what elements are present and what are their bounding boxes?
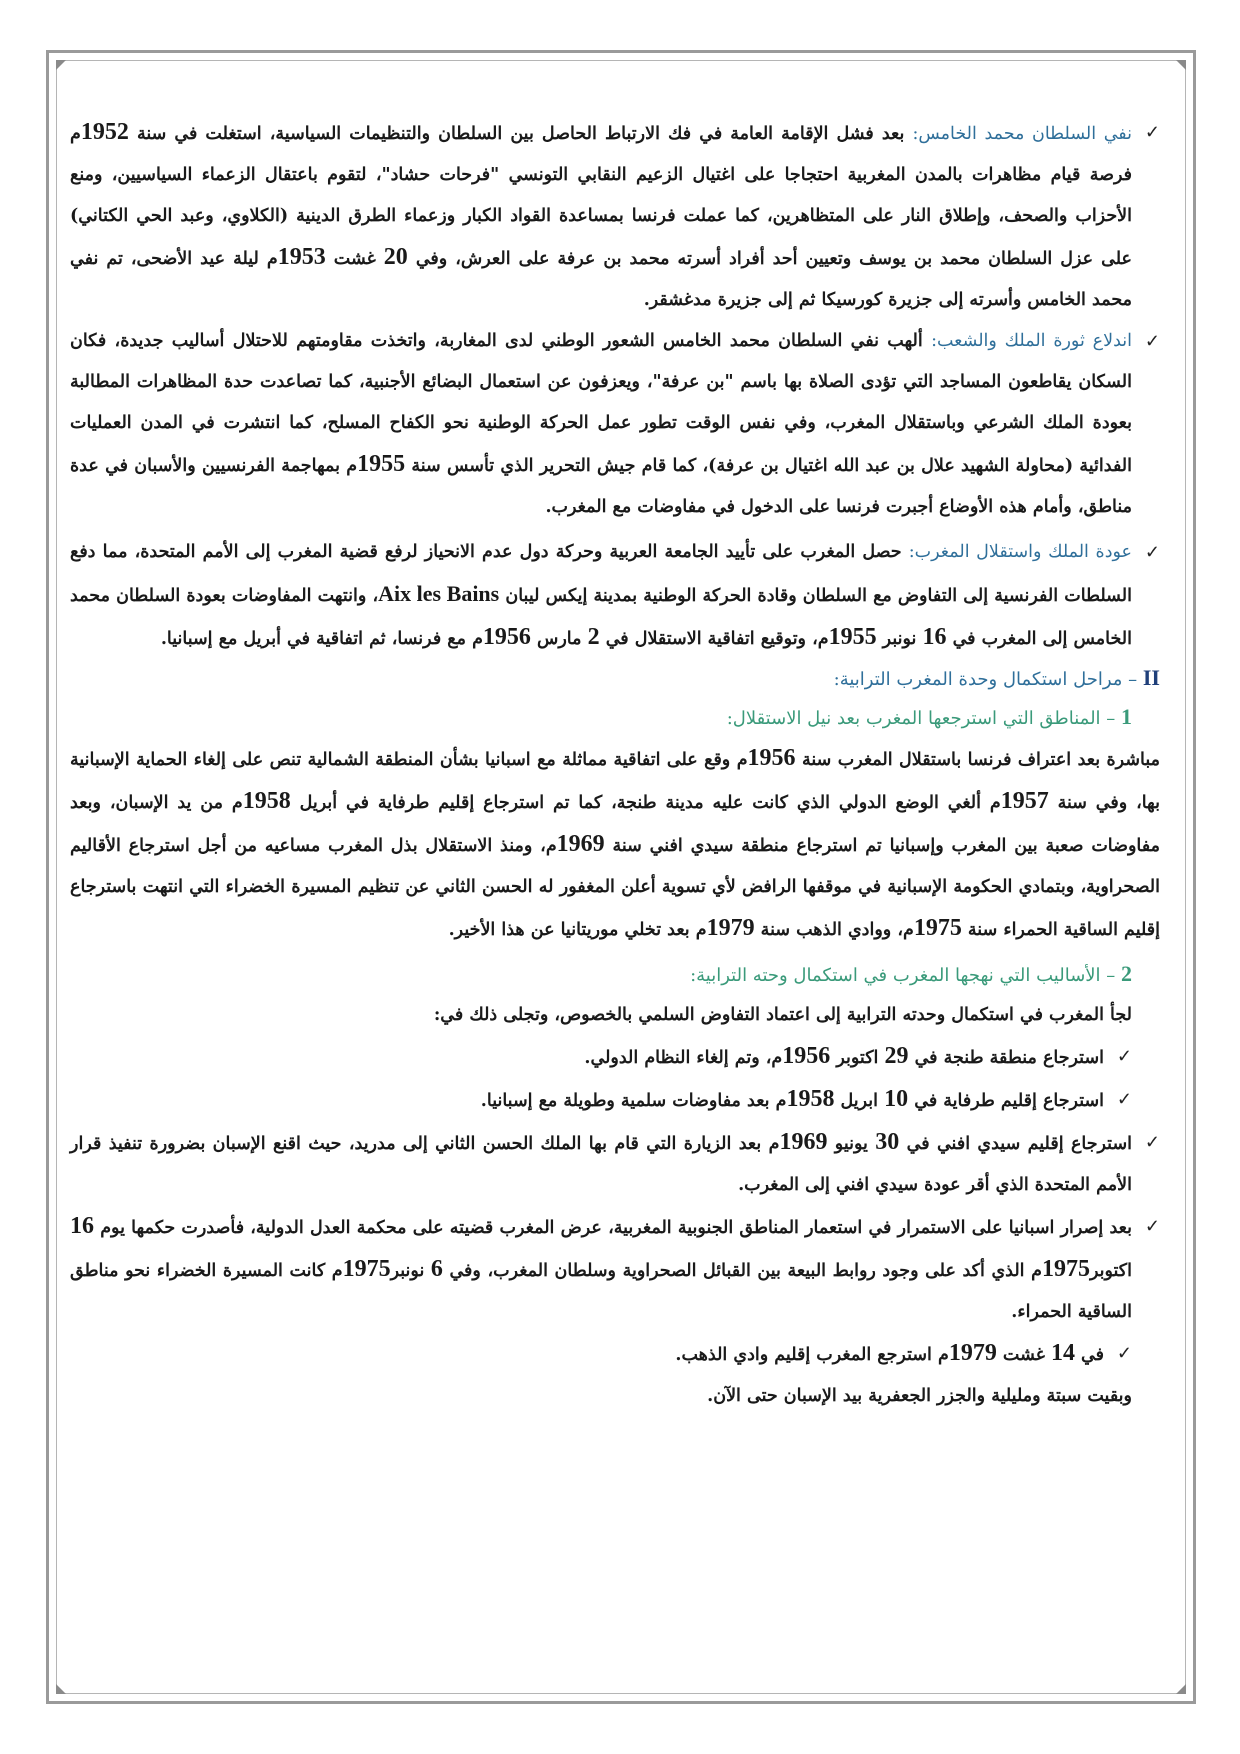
text-run: ، وانتهت المفاوضات بعودة السلطان محمد الخامس إلى المغرب في (70, 586, 1132, 649)
bullet-lead: اندلاع ثورة الملك والشعب: (931, 331, 1132, 351)
text-run: بعد إصرار اسبانيا على الاستمرار في استعمار المناطق الجنوبية المغربية، عرض المغرب قضيته على محكمة العدل الدولية، فأصدرت حكمها يوم (94, 1218, 1132, 1238)
day: 2 (587, 624, 600, 650)
day: 16 (70, 1213, 94, 1239)
text-run: مباشرة بعد اعتراف فرنسا باستقلال المغرب سنة (795, 750, 1160, 770)
text-run: م بمهاجمة الفرنسيين والأسبان في عدة مناطق، وأمام هذه الأوضاع أجبرت فرنسا على الدخول في مفاوضات مع المغرب. (70, 456, 1132, 517)
text-run: يونيو (827, 1134, 876, 1154)
latin-place-name: Aix les Bains (378, 581, 500, 606)
text-run: مارس (530, 629, 588, 649)
year: 1975 (913, 915, 962, 941)
paragraph-recovered-regions (70, 738, 1160, 951)
text-run: م بعد تخلي موريتانيا عن هذا الأخير. (448, 920, 707, 940)
check-mark-icon: ✓ (1116, 1343, 1132, 1364)
bullet-lead: نفي السلطان محمد الخامس: (912, 124, 1133, 144)
subsection-heading-2 (70, 955, 1160, 995)
text-run: اكتوبر (830, 1048, 885, 1068)
text-run: م مع فرنسا، ثم اتفاقية في أبريل مع إسبانيا. (160, 629, 483, 649)
text-run: استرجاع إقليم سيدي افني في (899, 1134, 1132, 1154)
section-title: – مراحل استكمال وحدة المغرب الترابية: (833, 669, 1143, 690)
year: 1969 (556, 831, 605, 857)
day: 6 (430, 1256, 443, 1282)
text-run: م بعد الزيارة التي قام بها الملك الحسن الثاني إلى مدريد، حيث اقنع الإسبان بضرورة تنفيذ قرار الأمم المتحدة الذي أقر عودة سيدي افني إلى المغرب. (70, 1134, 1132, 1195)
text-run: اكتوبر (1089, 1261, 1132, 1281)
text-run: في (1074, 1345, 1104, 1365)
text-run: م، وتوقيع اتفاقية الاستقلال في (599, 629, 829, 649)
year: 1953 (277, 244, 326, 270)
list-item-oued-dahab (70, 1333, 1132, 1376)
text-run: غشت (325, 249, 384, 269)
section-number: II (1142, 665, 1160, 690)
list-item-sidi-ifni (70, 1122, 1160, 1206)
subsection-title: – الأساليب التي نهجها المغرب في استكمال وحته الترابية: (690, 965, 1121, 986)
year: 1969 (779, 1129, 828, 1155)
day: 20 (383, 244, 408, 270)
corner-ornament-top-right (1176, 60, 1186, 70)
text-run: م بعد مفاوضات سلمية وطويلة مع إسبانيا. (480, 1091, 787, 1111)
year: 1956 (747, 745, 796, 771)
corner-ornament-top-left (56, 60, 66, 70)
day: 29 (884, 1043, 909, 1069)
text-run: نونبر (876, 629, 923, 649)
intro-line: لجأ المغرب في استكمال وحدته الترابية إلى اعتماد التفاوض السلمي بالخصوص، وتجلى ذلك في: (433, 1005, 1132, 1025)
subsection-number: 1 (1121, 704, 1132, 729)
subsection-title: – المناطق التي استرجعها المغرب بعد نيل الاستقلال: (726, 708, 1121, 729)
list-item-tangier (70, 1036, 1132, 1079)
text-run: م، ومنذ الاستقلال بذل المغرب مساعيه من أجل استرجاع الأقاليم الصحراوية، وبتمادي الحكومة الإسبانية في موقفها الرافض لأي تسوية أعلن المغفور له الحسن الثاني عن تنظيم المسيرة الخضراء التي انتهت باسترجاع إقليم الساقية الحمراء سنة (70, 836, 1160, 940)
year: 1955 (828, 624, 877, 650)
text-run: م، ووادي الذهب سنة (754, 920, 914, 940)
text-run: م من يد الإسبان، وبعد مفاوضات صعبة بين المغرب وإسبانيا تم استرجاع منطقة سيدي افني سنة (70, 793, 1160, 856)
text-run: م كانت المسيرة الخضراء نحو مناطق الساقية الحمراء. (70, 1261, 1132, 1322)
year: 1956 (482, 624, 531, 650)
day: 30 (875, 1129, 900, 1155)
year: 1955 (357, 451, 406, 477)
check-mark-icon: ✓ (1144, 1216, 1160, 1237)
text-run: غشت (996, 1345, 1051, 1365)
document-body (70, 112, 1160, 1417)
year: 1952 (80, 119, 129, 145)
year: 1958 (786, 1086, 835, 1112)
year: 1975 (1041, 1256, 1090, 1282)
check-mark-icon: ✓ (1116, 1089, 1132, 1110)
day: 10 (884, 1086, 909, 1112)
text-run: م الذي أكد على وجود روابط البيعة بين القبائل الصحراوية وسلطان المغرب، وفي (442, 1261, 1042, 1281)
check-mark-icon: ✓ (1144, 1132, 1160, 1153)
bullet-exile-sultan (70, 112, 1160, 321)
day: 16 (922, 624, 947, 650)
check-mark-icon: ✓ (1144, 542, 1160, 563)
check-mark-icon: ✓ (1144, 331, 1160, 352)
text-run: استرجاع منطقة طنجة في (908, 1048, 1104, 1068)
year: 1956 (782, 1043, 831, 1069)
corner-ornament-bottom-left (56, 1684, 66, 1694)
year: 1979 (948, 1340, 997, 1366)
bullet-revolution (70, 321, 1160, 528)
bullet-lead: عودة الملك واستقلال المغرب: (908, 542, 1132, 562)
year: 1958 (242, 788, 291, 814)
text-run: م استرجع المغرب إقليم وادي الذهب. (675, 1345, 949, 1365)
check-mark-icon: ✓ (1144, 122, 1160, 143)
text-run: ألهب نفي السلطان محمد الخامس الشعور الوطني لدى المغاربة، واتخذت مقاومتهم للاحتلال أساليب جديدة، فكان السكان يقاطعون المساجد التي تؤدى الصلاة بها باسم "بن عرفة"، ويعزفون عن استعمال البضائع الأجنبية، كما تصاعدت حدة المظاهرات المطالبة بعودة الملك الشرعي وباستقلال المغرب، وفي نفس الوقت تطور عمل الحركة الوطنية نحو الكفاح المسلح، كما انتشرت في المدن العمليات الفدائية (محاولة الشهيد علال بن عبد الله اغتيال بن عرفة)، كما قام جيش التحرير الذي تأسس سنة (70, 331, 1132, 476)
year: 1957 (1000, 788, 1049, 814)
subsection-number: 2 (1121, 961, 1132, 986)
text-run: م، وتم إلغاء النظام الدولي. (584, 1048, 783, 1068)
section-heading (70, 660, 1160, 698)
list-item-tarfaya (70, 1079, 1132, 1122)
bullet-return-independence (70, 532, 1160, 660)
list-item-saqia-hamra (70, 1206, 1160, 1333)
corner-ornament-bottom-right (1176, 1684, 1186, 1694)
text-run: م ألغي الوضع الدولي الذي كانت عليه مدينة طنجة، كما تم استرجاع إقليم طرفاية في أبريل (290, 793, 1001, 813)
text-run: بعد فشل الإقامة العامة في فك الارتباط الحاصل بين السلطان والتنظيمات السياسية، استغلت في سنة (128, 124, 913, 144)
text-run: ابريل (834, 1091, 885, 1111)
text-run: م فرصة قيام مظاهرات بالمدن المغربية احتجاجا على اغتيال الزعيم النقابي التونسي "فرحات حشاد"، لتقوم باعتقال الزعماء السياسيين، ومنع الأحزاب والصحف، وإطلاق النار على المتظاهرين، كما عملت فرنسا بمساعدة القواد الكبار وزعماء الطرق الدينية (الكلاوي، وعبد الحي الكتاني) على عزل السلطان محمد بن يوسف وتعيين أحد أفراد أسرته محمد بن عرفة على العرش، وفي (70, 124, 1132, 269)
text-run: نونبر (390, 1261, 431, 1281)
year: 1979 (706, 915, 755, 941)
closing-line: وبقيت سبتة ومليلية والجزر الجعفرية بيد الإسبان حتى الآن. (707, 1386, 1132, 1406)
day: 14 (1050, 1340, 1075, 1366)
subsection-heading-1 (70, 698, 1160, 738)
check-mark-icon: ✓ (1116, 1046, 1132, 1067)
text-run: استرجاع إقليم طرفاية في (908, 1091, 1104, 1111)
text-run: م ليلة عيد الأضحى، تم نفي محمد الخامس وأسرته إلى جزيرة كورسيكا ثم إلى جزيرة مدغشقر. (70, 249, 1132, 310)
text-run: م وقع على اتفاقية مماثلة مع اسبانيا بشأن المنطقة الشمالية تنص على إلغاء الحماية الإسبانية بها، وفي سنة (70, 750, 1160, 813)
year: 1975 (342, 1256, 391, 1282)
text-run: حصل المغرب على تأييد الجامعة العربية وحركة دول عدم الانحياز لرفع قضية المغرب إلى الأمم المتحدة، مما دفع السلطات الفرنسية إلى التفاوض مع السلطان وقادة الحركة الوطنية بمدينة إيكس ليبان (70, 542, 1132, 606)
